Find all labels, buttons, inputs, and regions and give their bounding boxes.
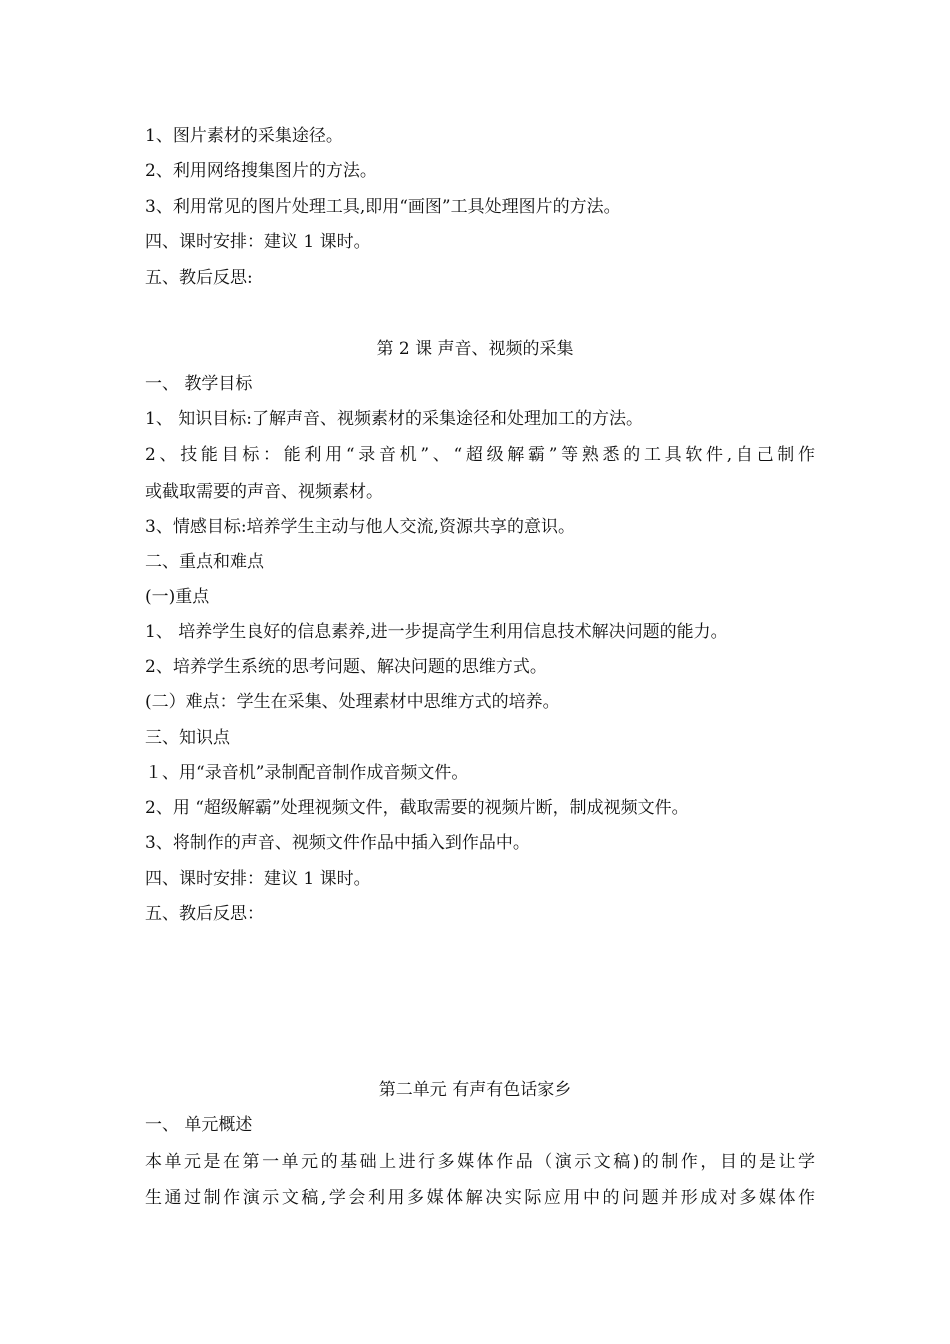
text-line: 3、利用常见的图片处理工具,即用“画图”工具处理图片的方法。 xyxy=(145,197,621,217)
text-line: 3、情感目标:培养学生主动与他人交流,资源共享的意识。 xyxy=(145,517,575,537)
text-line: 一、 教学目标 xyxy=(145,374,253,394)
text-line: 五、教后反思： xyxy=(145,904,264,924)
text-line: １、用“录音机”录制配音制作成音频文件。 xyxy=(145,763,469,783)
text-line: (一)重点 xyxy=(145,587,210,607)
text-line: 2、培养学生系统的思考问题、解决问题的思维方式。 xyxy=(145,657,547,677)
text-line: 2、技能目标：能利用“录音机”、“超级解霸”等熟悉的工具软件,自己制作 xyxy=(145,445,815,465)
text-line: 四、课时安排：建议 1 课时。 xyxy=(145,232,371,252)
text-line: 2、利用网络搜集图片的方法。 xyxy=(145,161,377,181)
text-line: 2、用 “超级解霸”处理视频文件，截取需要的视频片断，制成视频文件。 xyxy=(145,798,689,818)
text-line: 二、重点和难点 xyxy=(145,552,264,572)
text-line: 本单元是在第一单元的基础上进行多媒体作品（演示文稿)的制作，目的是让学 xyxy=(145,1152,815,1172)
text-line: (二）难点：学生在采集、处理素材中思维方式的培养。 xyxy=(145,692,560,712)
text-line: 三、知识点 xyxy=(145,728,230,748)
unit-title: 第二单元 有声有色话家乡 xyxy=(378,1080,572,1100)
lesson-title: 第 2 课 声音、视频的采集 xyxy=(376,339,574,359)
text-line: 生通过制作演示文稿,学会利用多媒体解决实际应用中的问题并形成对多媒体作 xyxy=(145,1188,815,1208)
text-line: 1、图片素材的采集途径。 xyxy=(145,126,343,146)
text-line: 3、将制作的声音、视频文件作品中插入到作品中。 xyxy=(145,833,530,853)
text-line: 五、教后反思: xyxy=(145,268,253,288)
text-line: 四、课时安排：建议 1 课时。 xyxy=(145,869,371,889)
text-line: 1、 知识目标:了解声音、视频素材的采集途径和处理加工的方法。 xyxy=(145,409,643,429)
text-line: 一、 单元概述 xyxy=(145,1115,253,1135)
text-line: 或截取需要的声音、视频素材。 xyxy=(145,482,383,502)
text-line: 1、 培养学生良好的信息素养,进一步提高学生利用信息技术解决问题的能力。 xyxy=(145,622,728,642)
